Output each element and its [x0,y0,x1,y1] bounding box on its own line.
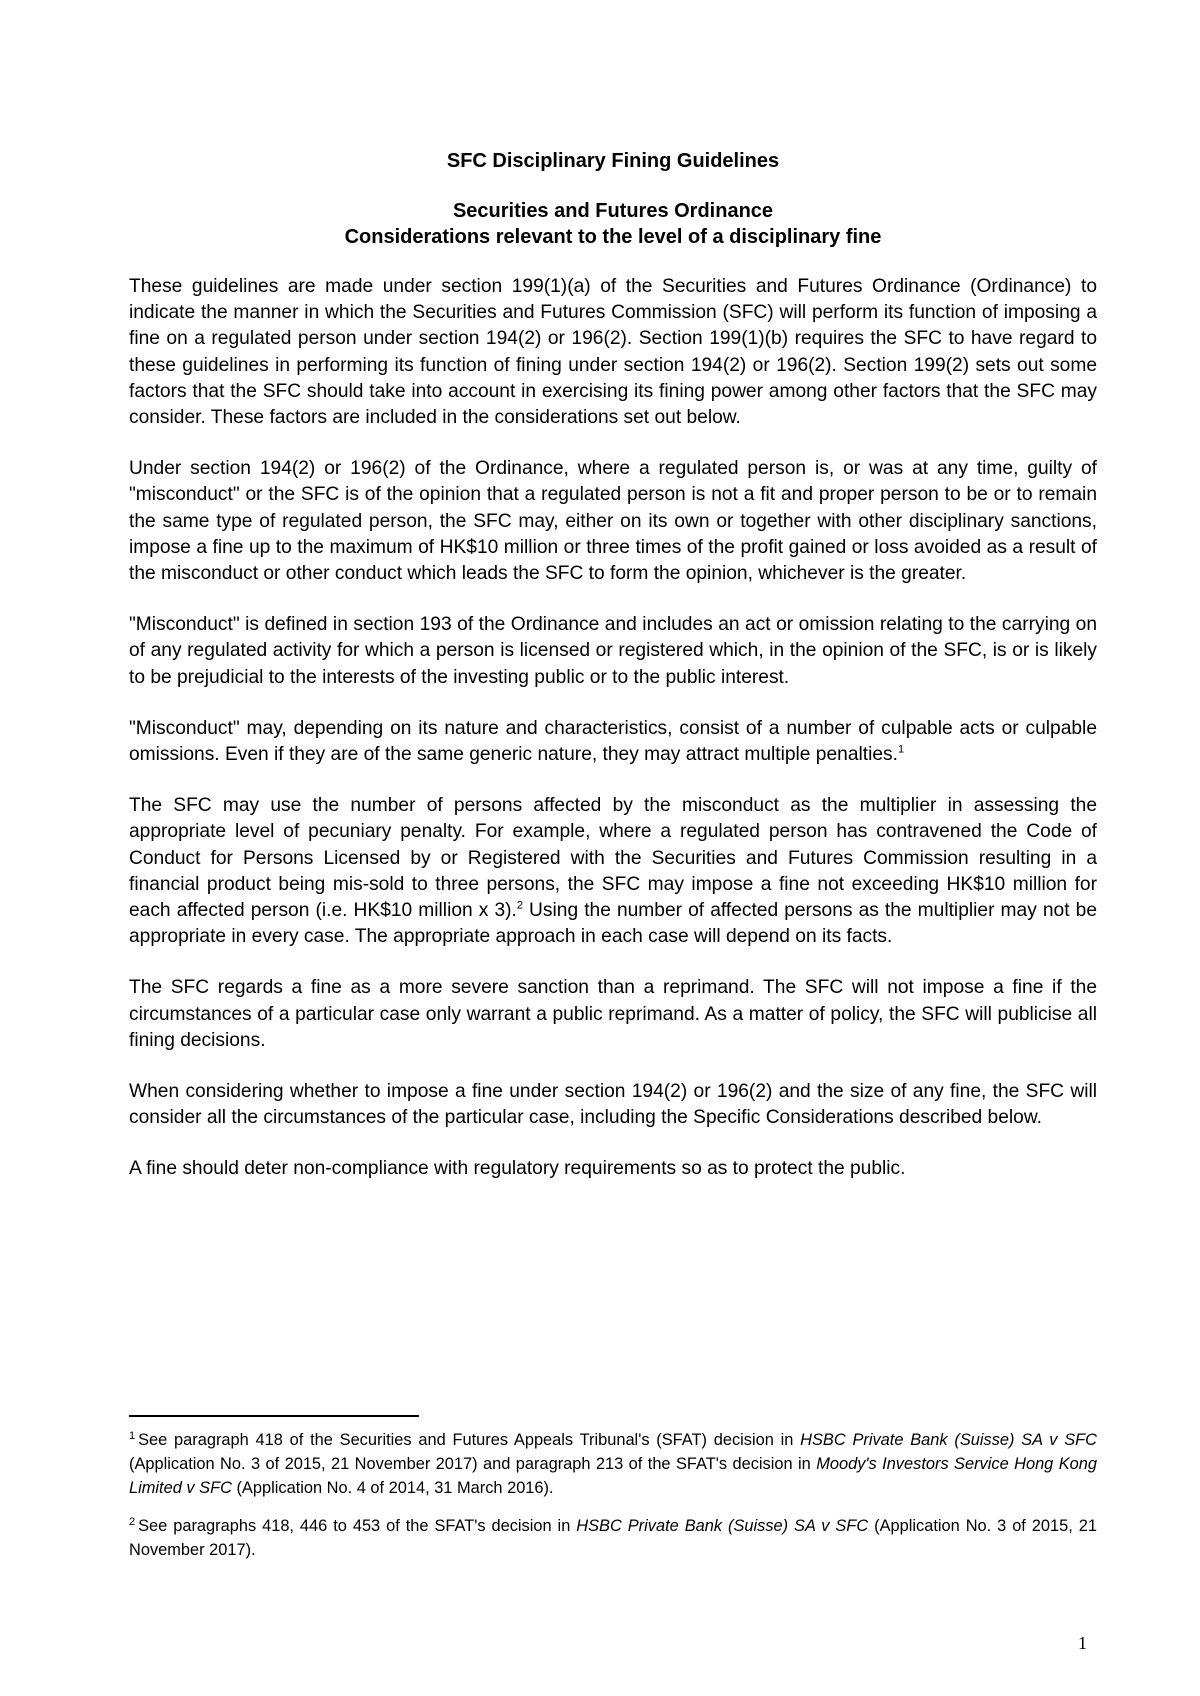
footnote-1-text-b: (Application No. 3 of 2015, 21 November 2017) and paragraph 213 of the SFAT's decision in [129,1455,817,1473]
page-number: 1 [1078,1633,1087,1653]
footnote-2-text-a: See paragraphs 418, 446 to 453 of the SFAT's decision in [138,1517,577,1535]
paragraph-2 [129,456,1097,587]
footnote-separator [129,1415,419,1417]
document-subtitle [129,198,1097,250]
footnote-ref-2[interactable]: 2 [516,899,523,912]
document-body [129,140,1097,1208]
footnote-1-mark: 1 [129,1429,136,1442]
paragraph-7-text: When considering whether to impose a fine under section 194(2) or 196(2) and the size of any fine, the SFC will consider all the circumstances of the particular case, including the Specific Considerations described below. [129,1081,1097,1129]
paragraph-7 [129,1079,1097,1131]
subtitle-line-2: Considerations relevant to the level of a disciplinary fine [344,226,882,248]
paragraph-3-text: "Misconduct" is defined in section 193 of the Ordinance and includes an act or omission relating to the carrying on of any regulated activity for which a person is licensed or registered which, in the opinion of the SFC, is or is likely to be prejudicial to the interests of the investing public or to the public interest. [129,614,1097,688]
paragraph-6 [129,975,1097,1054]
footnote-2 [129,1514,1097,1562]
footnotes-section [129,1428,1097,1576]
paragraph-4 [129,716,1097,768]
subtitle-line-1: Securities and Futures Ordinance [452,200,774,222]
footnote-ref-1[interactable]: 1 [897,743,905,756]
paragraph-5-text-a: The SFC may use the number of persons affected by the misconduct as the multiplier in assessing the appropriate level of pecuniary penalty. For example, where a regulated person has contravened the Code of Conduct for Persons Licensed by or Registered with the Securities and Futures Commission resulting in a financial product being mis-sold to three persons, the SFC may impose a fine not exceeding HK$10 million for each affected person (i.e. HK$10 million x 3). [129,795,1097,922]
paragraph-1 [129,274,1097,431]
paragraph-2-text: Under section 194(2) or 196(2) of the Ordinance, where a regulated person is, or was at any time, guilty of "misconduct" or the SFC is of the opinion that a regulated person is not a fit and proper person to be or to remain the same type of regulated person, the SFC may, either on its own or together with other disciplinary sanctions, impose a fine up to the maximum of HK$10 million or three times of the profit gained or loss avoided as a result of the misconduct or other conduct which leads the SFC to form the opinion, whichever is the greater. [129,458,1097,585]
footnote-1-case-name-b: Moody's Investors Service Hong Kong Limited v SFC [129,1455,1097,1497]
paragraph-3 [129,612,1097,691]
paragraph-5 [129,793,1097,950]
footnote-2-case-name: HSBC Private Bank (Suisse) SA v SFC [576,1517,869,1535]
footnote-2-text-b: (Application No. 3 of 2015, 21 November 2017). [129,1517,1097,1559]
paragraph-8-text: A fine should deter non-compliance with regulatory requirements so as to protect the public. [129,1158,906,1180]
paragraph-6-text: The SFC regards a fine as a more severe sanction than a reprimand. The SFC will not impose a fine if the circumstances of a particular case only warrant a public reprimand. As a matter of policy, the SFC will publicise all fining decisions. [129,977,1097,1051]
paragraph-4-text: "Misconduct" may, depending on its nature and characteristics, consist of a number of culpable acts or culpable omissions. Even if they are of the same generic nature, they may attract multiple penalties. [129,717,1097,766]
paragraph-5-text-b: Using the number of affected persons as the multiplier may not be appropriate in every case. The appropriate approach in each case will depend on its facts. [129,900,1097,948]
footnote-2-mark: 2 [129,1515,136,1528]
footnote-1-text-c: (Application No. 4 of 2014, 31 March 2016). [231,1479,554,1497]
footnote-1 [129,1428,1097,1500]
footnote-1-text-a: See paragraph 418 of the Securities and Futures Appeals Tribunal's (SFAT) decision in [138,1431,801,1449]
paragraph-1-text: These guidelines are made under section 199(1)(a) of the Securities and Futures Ordinance (Ordinance) to indicate the manner in which the Securities and Futures Commission (SFC) will perform its function of imposing a fine on a regulated person under section 194(2) or 196(2). Section 199(1)(b) requires the SFC to have regard to these guidelines in performing its function of fining under section 194(2) or 196(2). Section 199(2) sets out some factors that the SFC should take into account in exercising its fining power among other factors that the SFC may consider. These factors are included in the considerations set out below. [129,276,1097,429]
document-title: SFC Disciplinary Fining Guidelines [446,150,780,172]
footnote-1-case-name-a: HSBC Private Bank (Suisse) SA v SFC [800,1431,1097,1449]
paragraph-8 [129,1156,1097,1182]
